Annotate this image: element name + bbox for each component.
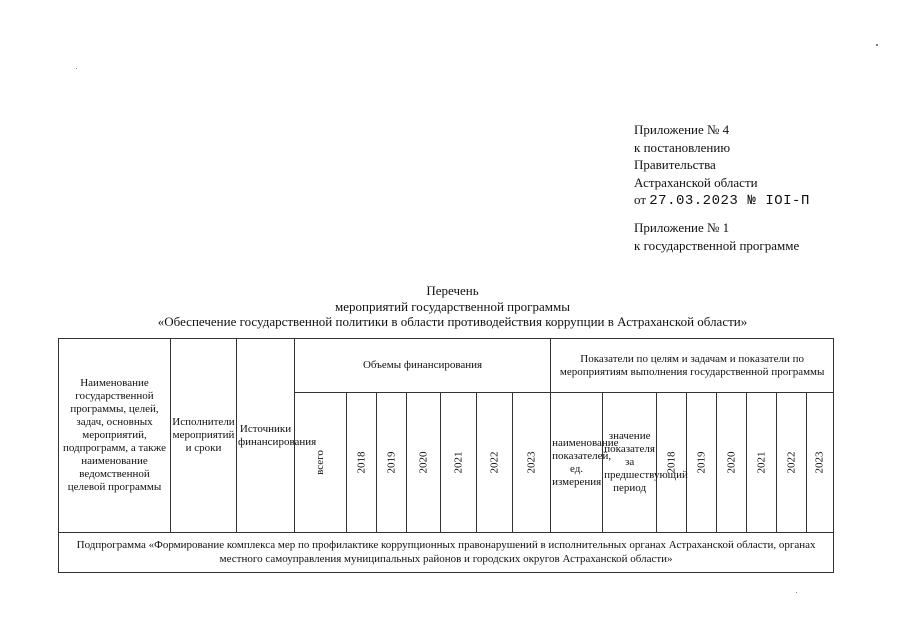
funding-col-label: 2020 <box>417 451 429 474</box>
funding-col-label: 2021 <box>452 451 464 474</box>
subprogram-title: Подпрограмма «Формирование комплекса мер по профилактике коррупционных правонарушений в исполнительных органах Астраханской области, органах местного самоуправления муниципальных районов и городских округов Астраханской области» <box>59 533 834 573</box>
group-header-indicators: Показатели по целям и задачам и показатели по мероприятиям выполнения государственной программы <box>551 339 834 393</box>
indicator-col-2019 <box>687 393 717 533</box>
scan-speck <box>76 68 77 69</box>
indicator-col-2018 <box>657 393 687 533</box>
funding-col-2020 <box>407 393 441 533</box>
indicator-year-label: 2018 <box>665 451 678 474</box>
appendix-4-title: Приложение № 4 <box>634 122 730 137</box>
funding-col-label: 2022 <box>488 451 500 474</box>
col-header-sources: Источники финансирования <box>237 339 295 533</box>
appendix-4-line: к постановлению <box>634 139 731 155</box>
group-header-funding: Объемы финансирования <box>295 339 551 393</box>
funding-col-label: всего <box>314 450 326 475</box>
funding-col-label: 2023 <box>525 451 538 474</box>
measures-table <box>58 338 834 573</box>
funding-col-2019 <box>377 393 407 533</box>
appendix-4-date-line <box>634 191 810 211</box>
indicator-year-label: 2022 <box>785 451 798 474</box>
header-row-1 <box>59 339 834 393</box>
date-prefix: от <box>634 192 647 207</box>
indicator-year-label: 2023 <box>813 451 826 474</box>
indicator-col-2022 <box>777 393 807 533</box>
indicator-year-label: 2020 <box>725 451 738 474</box>
funding-col-total <box>295 393 347 533</box>
indicator-year-label: 2021 <box>755 451 768 474</box>
funding-col-2021 <box>441 393 477 533</box>
funding-col-label: 2018 <box>355 451 367 474</box>
scan-speck <box>876 44 878 46</box>
indicator-col-previous: значение показателя за предшествующий период <box>603 393 657 533</box>
title-line-2: мероприятий государственной программы <box>335 298 570 314</box>
scan-speck <box>796 592 797 593</box>
col-header-name: Наименование государственной программы, целей, задач, основных мероприятий, подпрограмм, а также наименование ведомственной целевой программы <box>59 339 171 533</box>
col-header-executors: Исполнители мероприятий и сроки <box>171 339 237 533</box>
subprogram-row <box>59 533 834 573</box>
funding-col-2023 <box>513 393 551 533</box>
indicator-col-name: наименование показателей, ед. измерения <box>551 393 603 533</box>
indicator-col-2021 <box>747 393 777 533</box>
decree-date: 27.03.2023 <box>649 193 739 209</box>
appendix-4-line: Правительства <box>634 157 716 172</box>
decree-number: № IOI-П <box>747 193 810 209</box>
appendix-1-title: Приложение № 1 <box>634 220 730 235</box>
title-line-1: Перечень <box>426 283 479 298</box>
appendix-4-line: Астраханской области <box>634 174 758 190</box>
appendix-1-block <box>634 219 799 254</box>
document-title <box>0 283 905 330</box>
indicator-col-2020 <box>717 393 747 533</box>
funding-col-2018 <box>347 393 377 533</box>
funding-col-2022 <box>477 393 513 533</box>
title-line-3: «Обеспечение государственной политики в области противодействия коррупции в Астраханской области» <box>157 314 748 329</box>
appendix-1-line: к государственной программе <box>634 237 800 253</box>
appendix-4-block <box>634 121 810 211</box>
indicator-year-label: 2019 <box>695 451 708 474</box>
indicator-col-2023 <box>807 393 834 533</box>
funding-col-label: 2019 <box>385 451 397 474</box>
